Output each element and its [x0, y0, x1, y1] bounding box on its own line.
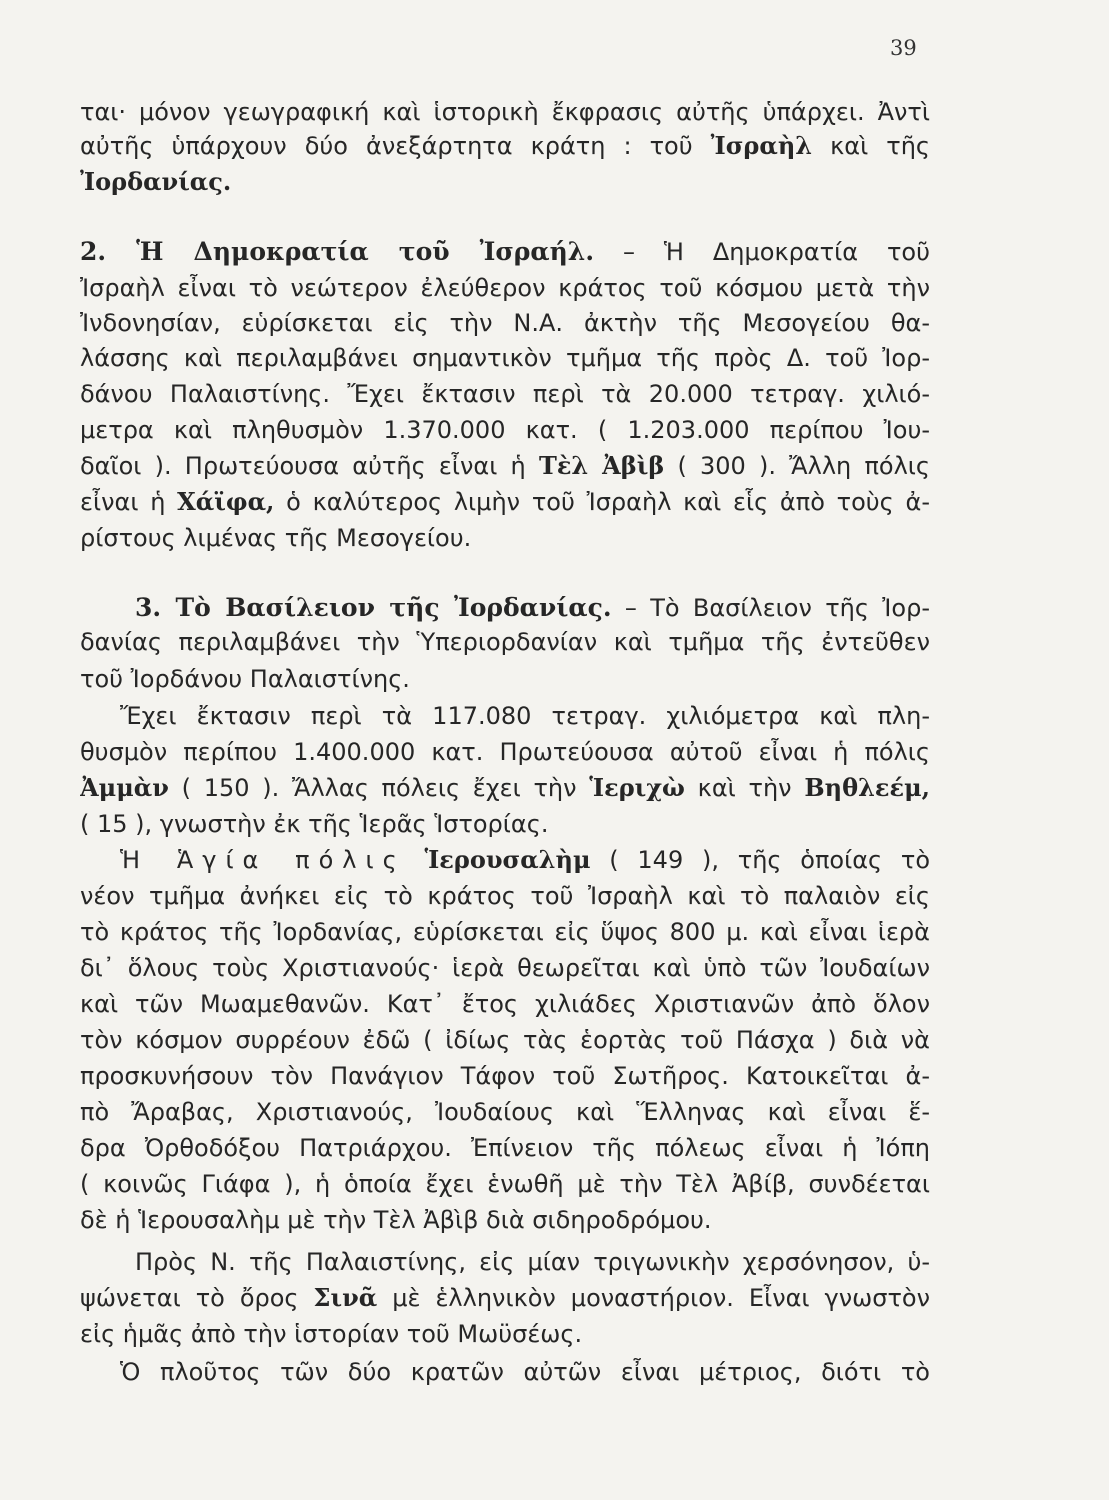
- text-line: ( 15 ), γνωστὴν ἐκ τῆς Ἱερᾶς Ἱστορίας.: [80, 810, 549, 838]
- text-span: ( 300 ). Ἄλλη πόλις: [664, 452, 930, 480]
- text-line: τὸ κράτος τῆς Ἰορδανίας, εὑρίσκεται εἰς ὕψος 800 μ. καὶ εἶναι ἱερὰ: [80, 918, 930, 946]
- emphasis-jerusalem: Ἱερουσαλὴμ: [424, 845, 591, 874]
- text-line: [80, 450, 930, 482]
- text-line: νέον τμῆμα ἀνήκει εἰς τὸ κράτος τοῦ Ἰσραὴλ καὶ τὸ παλαιὸν εἰς: [80, 882, 930, 910]
- text-span: ὁ καλύτερος λιμὴν τοῦ Ἰσραὴλ καὶ εἷς ἀπὸ τοὺς ἀ-: [274, 488, 930, 516]
- emphasis-sinai: Σινᾶ: [313, 1283, 378, 1312]
- text-line: δὲ ἡ Ἱερουσαλὴμ μὲ τὴν Τὲλ Ἀβὶβ διὰ σιδηροδρόμου.: [80, 1206, 712, 1234]
- text-span: ( 149 ), τῆς ὁποίας τὸ: [590, 846, 930, 874]
- text-span: – Τὸ Βασίλειον τῆς Ἰορ-: [611, 594, 930, 622]
- text-span: αὐτῆς ὑπάρχουν δύο ἀνεξάρτητα κράτη : τοῦ: [80, 132, 711, 160]
- emphasis-jericho: Ἱεριχὼ: [589, 773, 685, 802]
- text-line: προσκυνήσουν τὸν Πανάγιον Τάφον τοῦ Σωτῆρος. Κατοικεῖται ἀ-: [80, 1062, 930, 1090]
- text-line: μετρα καὶ πληθυσμὸν 1.370.000 κατ. ( 1.203.000 περίπου Ἰου-: [80, 416, 930, 444]
- text-line: τοῦ Ἰορδάνου Παλαιστίνης.: [80, 665, 410, 693]
- text-span: μὲ ἑλληνικὸν μοναστήριον. Εἶναι γνωστὸν: [377, 1284, 930, 1312]
- text-line: [80, 166, 930, 198]
- emphasis-jordan: Ἰορδανίας.: [80, 167, 232, 196]
- section-3-heading-line: [135, 592, 930, 624]
- text-line: πὸ Ἄραβας, Χριστιανούς, Ἰουδαίους καὶ Ἕλληνας καὶ εἶναι ἕ-: [80, 1098, 930, 1126]
- text-span: καὶ τὴν: [684, 774, 805, 802]
- section-2-heading-line: [80, 236, 930, 268]
- text-span: ψώνεται τὸ ὄρος: [80, 1284, 314, 1312]
- emphasis-amman: Ἀμμὰν: [80, 773, 169, 802]
- emphasis-bethlehem: Βηθλεέμ,: [804, 773, 930, 802]
- text-line: [80, 1282, 930, 1314]
- text-line: ρίστους λιμένας τῆς Μεσογείου.: [80, 524, 472, 552]
- emphasis-tel-aviv: Τὲλ Ἀβὶβ: [538, 451, 665, 480]
- section-heading: 3. Τὸ Βασίλειον τῆς Ἰορδανίας.: [135, 593, 612, 622]
- text-span: καὶ τῆς: [812, 132, 930, 160]
- text-line: θυσμὸν περίπου 1.400.000 κατ. Πρωτεύουσα αὐτοῦ εἶναι ἡ πόλις: [80, 738, 930, 766]
- text-span: εἶναι ἡ: [80, 488, 178, 516]
- text-line: λάσσης καὶ περιλαμβάνει σημαντικὸν τμῆμα τῆς πρὸς Δ. τοῦ Ἰορ-: [80, 344, 930, 372]
- text-line: Ἔχει ἔκτασιν περὶ τὰ 117.080 τετραγ. χιλιόμετρα καὶ πλη-: [120, 702, 930, 730]
- text-line: Ἰσραὴλ εἶναι τὸ νεώτερον ἐλεύθερον κράτος τοῦ κόσμου μετὰ τὴν: [80, 274, 930, 302]
- text-line: [80, 772, 930, 804]
- emphasis-haifa: Χάϊφα,: [177, 487, 275, 516]
- text-line: δρα Ὀρθοδόξου Πατριάρχου. Ἐπίνειον τῆς πόλεως εἶναι ἡ Ἰόπη: [80, 1134, 930, 1162]
- text-line: Πρὸς Ν. τῆς Παλαιστίνης, εἰς μίαν τριγωνικὴν χερσόνησον, ὑ-: [135, 1248, 930, 1276]
- text-line: [80, 486, 930, 518]
- text-span: Ἡ Ἁγία πόλις: [120, 846, 406, 874]
- text-line: ( κοινῶς Γιάφα ), ἡ ὁποία ἔχει ἑνωθῆ μὲ τὴν Τὲλ Ἀβίβ, συνδέεται: [80, 1170, 930, 1198]
- text-line: Ἰνδονησίαν, εὑρίσκεται εἰς τὴν Ν.Α. ἀκτὴν τῆς Μεσογείου θα-: [80, 309, 930, 337]
- page-number: 39: [890, 36, 917, 60]
- text-line: ται· μόνον γεωγραφική καὶ ἱστορικὴ ἔκφρασις αὐτῆς ὑπάρχει. Ἀντὶ: [80, 98, 930, 126]
- text-line: δανίας περιλαμβάνει τὴν Ὑπεριορδανίαν καὶ τμῆμα τῆς ἐντεῦθεν: [80, 628, 930, 656]
- text-line: [80, 130, 930, 162]
- text-line: δι᾽ ὅλους τοὺς Χριστιανούς· ἱερὰ θεωρεῖται καὶ ὑπὸ τῶν Ἰουδαίων: [80, 954, 930, 982]
- section-heading: 2. Ἡ Δημοκρατία τοῦ Ἰσραήλ.: [80, 237, 595, 266]
- emphasis-israel: Ἰσραὴλ: [710, 131, 813, 160]
- text-line: Ὁ πλοῦτος τῶν δύο κρατῶν αὐτῶν εἶναι μέτριος, διότι τὸ: [120, 1358, 930, 1386]
- text-line: καὶ τῶν Μωαμεθανῶν. Κατ᾽ ἔτος χιλιάδες Χριστιανῶν ἀπὸ ὅλον: [80, 990, 930, 1018]
- text-line: εἰς ἡμᾶς ἀπὸ τὴν ἱστορίαν τοῦ Μωϋσέως.: [80, 1320, 583, 1348]
- text-line: τὸν κόσμον συρρέουν ἐδῶ ( ἰδίως τὰς ἑορτὰς τοῦ Πάσχα ) διὰ νὰ: [80, 1026, 930, 1054]
- text-line: δάνου Παλαιστίνης. Ἔχει ἔκτασιν περὶ τὰ 20.000 τετραγ. χιλιό-: [80, 380, 930, 408]
- text-span: – Ἡ Δημοκρατία τοῦ: [594, 238, 930, 266]
- text-span: δαῖοι ). Πρωτεύουσα αὐτῆς εἶναι ἡ: [80, 452, 539, 480]
- text-span: ( 150 ). Ἄλλας πόλεις ἔχει τὴν: [168, 774, 590, 802]
- text-line: [120, 844, 930, 876]
